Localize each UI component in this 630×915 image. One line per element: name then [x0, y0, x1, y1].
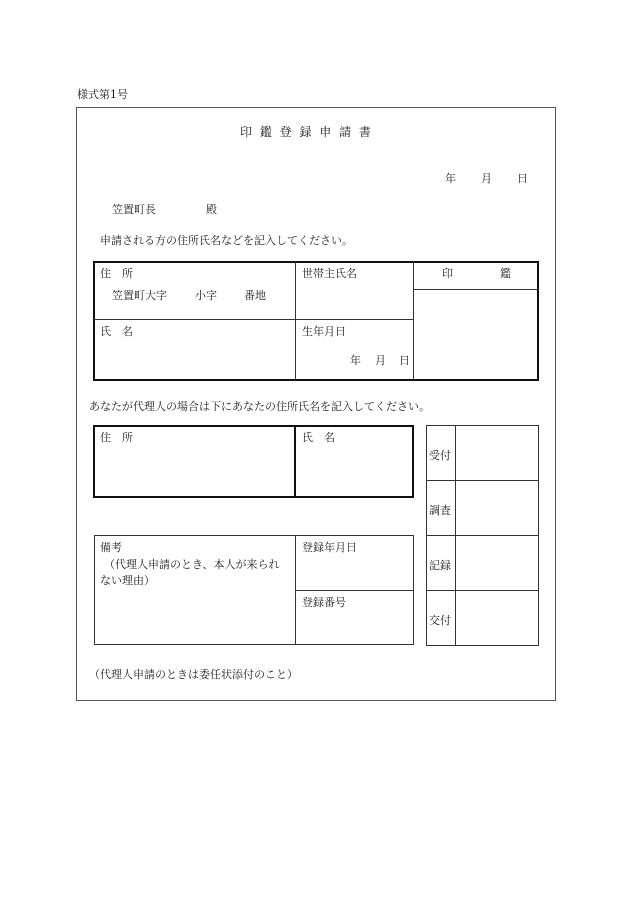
instruction-applicant: 申請される方の住所氏名などを記入してください。 [100, 234, 353, 247]
dob-month-unit: 月 [375, 354, 386, 367]
seal-label-kan: 鑑 [500, 267, 511, 280]
remarks-note-line2: ない理由） [100, 574, 155, 587]
household-head-label: 世帯主氏名 [302, 267, 357, 280]
agent-divider [294, 425, 296, 498]
seal-label-in: 印 [442, 267, 453, 280]
agent-table [93, 425, 414, 498]
office-item-chosa: 調査 [429, 504, 451, 517]
date-month-label: 月 [481, 172, 492, 185]
reg-date-label: 登録年月日 [302, 541, 357, 554]
form-number: 様式第1号 [77, 88, 128, 101]
addressee-honorific: 殿 [206, 203, 217, 216]
remarks-note-line1: （代理人申請のとき、本人が来られ [104, 558, 280, 571]
office-row-divider-3 [426, 590, 539, 591]
addressee-name: 笠置町長 [112, 203, 156, 216]
applicant-divider-1 [295, 262, 296, 380]
date-day-label: 日 [517, 172, 528, 185]
date-year-label: 年 [445, 172, 456, 185]
reg-number-label: 登録番号 [302, 596, 346, 609]
agent-name-label: 氏 名 [302, 431, 335, 444]
dob-label: 生年月日 [302, 325, 346, 338]
applicant-divider-2 [413, 262, 414, 380]
agent-address-label: 住 所 [100, 431, 133, 444]
address-banchi: 番地 [244, 289, 266, 302]
instruction-agent: あなたが代理人の場合は下にあなたの住所氏名を記入してください。 [89, 400, 430, 413]
address-oaza: 笠置町大字 [112, 289, 167, 302]
seal-header-divider [413, 289, 538, 290]
remarks-label: 備考 [100, 541, 122, 554]
office-item-uketsuke: 受付 [429, 449, 451, 462]
office-row-divider-1 [426, 480, 539, 481]
dob-day-unit: 日 [399, 354, 410, 367]
office-row-divider-2 [426, 535, 539, 536]
address-koaza: 小字 [195, 289, 217, 302]
form-title: 印 鑑 登 録 申 請 書 [240, 125, 373, 139]
footer-note: （代理人申請のときは委任状添付のこと） [89, 668, 298, 681]
remarks-row-divider [295, 590, 414, 591]
office-item-kiroku: 記録 [429, 559, 451, 572]
dob-year-unit: 年 [350, 354, 361, 367]
applicant-name-label: 氏 名 [100, 325, 133, 338]
applicant-row-divider [94, 319, 414, 320]
applicant-address-label: 住 所 [100, 267, 133, 280]
office-item-kofu: 交付 [429, 614, 451, 627]
